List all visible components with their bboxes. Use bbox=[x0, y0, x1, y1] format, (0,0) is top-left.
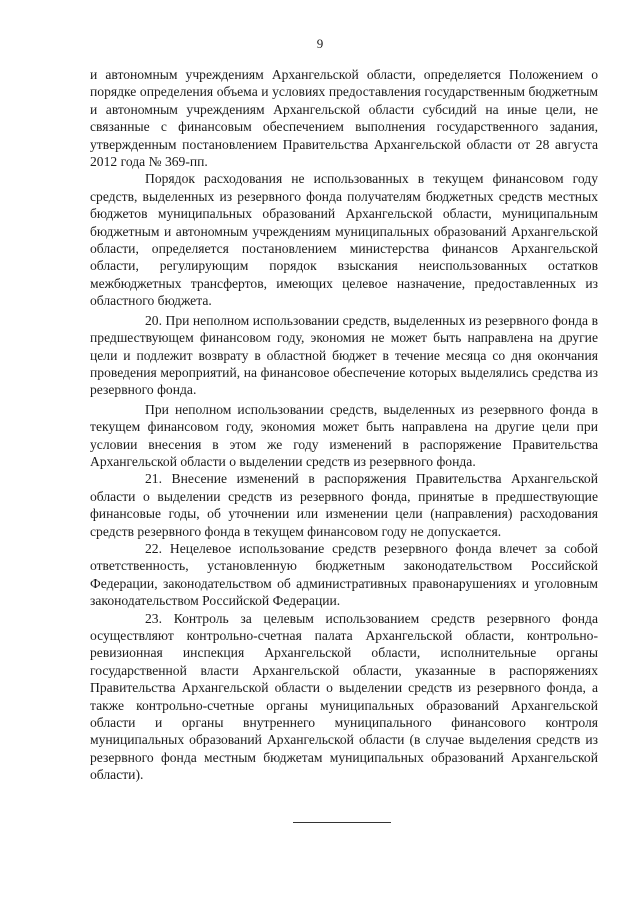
paragraph-continuation: и автономным учреждениям Архангельской области, определяется Положением о порядке определения объема и условиях предоставления государственным бюджетным и автономным учреждениям Архангельской области субсидий на иные цели, не связанные с финансовым обеспечением выполнения государственного задания, утвержденным постановлением Правительства Архангельской области от 28 августа 2012 года № 369-пп. bbox=[90, 67, 598, 170]
paragraph-clause-21: 21. Внесение изменений в распоряжения Правительства Архангельской области о выделении средств из резервного фонда, принятые в предшествующие финансовые годы, об уточнении или изменении цели (направления) расходования средств резервного фонда в текущем финансовом году не допускается. bbox=[90, 471, 598, 539]
paragraph-clause-20-current-year: При неполном использовании средств, выделенных из резервного фонда в текущем финансовом году, экономия может быть направлена на другие цели при условии внесения в этом же году изменений в распоряжение Правительства Архангельской области о выделении средств из резервного фонда. bbox=[90, 401, 598, 469]
paragraph-clause-20: 20. При неполном использовании средств, выделенных из резервного фонда в предшествующем финансовом году, экономия не может быть направлена на другие цели и подлежит возврату в областной бюджет в течение месяца со дня окончания проведения мероприятий, на финансовое обеспечение которых выделялись средства из резервного фонда. bbox=[90, 312, 598, 398]
page-number: 9 bbox=[316, 36, 324, 51]
paragraph-reserve-fund-remainder-procedure: Порядок расходования не использованных в текущем финансовом году средств, выделенных из резервного фонда получателям бюджетных средств местных бюджетов муниципальных образований Архангельской области, муниципальным бюджетным и автономным учреждениям муниципальных образований Архангельской области, определяется постановлением министерства финансов Архангельской области, регулирующим порядок взыскания неиспользованных остатков межбюджетных трансфертов, имеющих целевое назначение, предоставленных из областного бюджета. bbox=[90, 171, 598, 309]
document-body bbox=[90, 66, 598, 784]
paragraph-clause-22: 22. Нецелевое использование средств резервного фонда влечет за собой ответственность, установленную бюджетным законодательством Российской Федерации, законодательством об административных правонарушениях и уголовным законодательством Российской Федерации. bbox=[90, 540, 598, 609]
paragraph-clause-23: 23. Контроль за целевым использованием средств резервного фонда осуществляют контрольно-счетная палата Архангельской области, контрольно-ревизионная инспекция Архангельской области, исполнительные органы государственной власти Архангельской области, указанные в распоряжениях Правительства Архангельской области о выделении средств из резервного фонда, а также контрольно-счетные органы муниципальных образований Архангельской области и органы внутреннего муниципального финансового контроля муниципальных образований Архангельской области (в случае выделения средств из резервного фонда местным бюджетам муниципальных образований Архангельской области). bbox=[90, 610, 598, 783]
end-divider-line bbox=[293, 822, 391, 823]
